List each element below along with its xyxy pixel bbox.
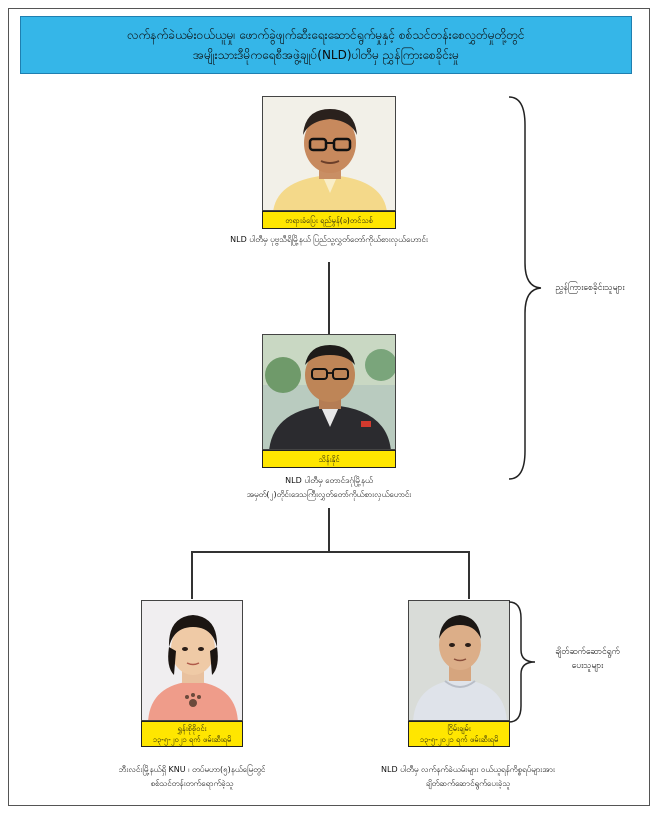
photo-right-person: [408, 600, 510, 721]
date-right-person: ၁၃-၅-၂၀၂၁ ရက် ဖမ်းဆီးရမိ: [419, 735, 499, 744]
nameplate-left-person: [141, 721, 243, 747]
group-label-connectors-line-1: ချိတ်ဆက်ဆောင်ရွက်: [555, 647, 620, 657]
connector-horizontal: [191, 551, 469, 553]
date-left-person: ၁၃-၅-၂၀၂၁ ရက် ဖမ်းဆီးရမိ: [152, 735, 232, 744]
caption-top-person: [150, 233, 508, 247]
name-top-person: တရားခံပြေး ရည်မွန်(ခ)တင်သစ်: [285, 215, 373, 225]
name-middle-person: သိန်းနိုင်: [318, 454, 340, 464]
photo-middle-person: [262, 334, 396, 450]
connector-top-middle: [328, 262, 330, 334]
connector-right-drop: [468, 551, 470, 599]
title-line-1: လက်နက်ခဲယမ်းဝယ်ယူမှု၊ ဖောက်ခွဲဖျက်ဆီးရေးဆောင်ရွက်မှုနှင့် စစ်သင်တန်းစေလွှတ်မှုတို့တွင်: [127, 28, 525, 42]
group-label-connectors-line-2: ပေးသူများ: [571, 661, 604, 671]
nameplate-top-person: [262, 211, 396, 229]
connector-middle-down: [328, 508, 330, 552]
nameplate-middle-person: [262, 450, 396, 468]
group-label-directors: ညွှန်ကြားစေခိုင်းသူများ: [555, 283, 625, 293]
caption-right-line-1: NLD ပါတီမှ လက်နက်ခဲယမ်းများ ဝယ်ယူရန်ကိစ္စရပ်များအား: [381, 765, 555, 774]
caption-left-line-2: စစ်သင်တန်းတက်ရောက်ခဲ့သူ: [150, 779, 234, 788]
connector-left-drop: [191, 551, 193, 599]
brace-directors: [505, 95, 545, 481]
name-right-person: ငြိမ်းချမ်း: [447, 724, 471, 733]
photo-left-person: [141, 600, 243, 721]
caption-left-person: [72, 763, 312, 791]
caption-middle-line-2: အမှတ်(၂)တိုင်းဒေသကြီးလွှတ်တော်ကိုယ်စားလှယ်ဟောင်း: [246, 490, 412, 499]
title-line-2: အမျိုးသားဒီမိုကရေစီအဖွဲ့ချုပ်(NLD)ပါတီမှ ညွှန်ကြားစေခိုင်းမှု: [193, 48, 459, 62]
caption-top-person-text: NLD ပါတီမှ ပုဗ္ဗသီရိမြို့နယ် ပြည်သူ့လွှတ်တော်ကိုယ်စားလှယ်ဟောင်း: [230, 235, 428, 244]
title-banner: [20, 16, 632, 74]
name-left-person: ရွှန်းစိုစိုဝင်း: [177, 724, 207, 733]
caption-right-person: [338, 763, 598, 791]
caption-left-line-1: ဘီးလင်းမြို့နယ်ရှိ KNU ၊ တပ်မဟာ(၅)နယ်မြေတွင်: [118, 765, 266, 774]
caption-middle-person: [150, 474, 508, 502]
caption-middle-line-1: NLD ပါတီမှ တောင်ဒဂုံမြို့နယ်: [285, 476, 373, 485]
nameplate-right-person: [408, 721, 510, 747]
photo-top-person: [262, 96, 396, 211]
caption-right-line-2: ချိတ်ဆက်ဆောင်ရွက်ပေးခဲ့သူ: [425, 779, 511, 788]
group-label-connectors: [535, 645, 640, 673]
